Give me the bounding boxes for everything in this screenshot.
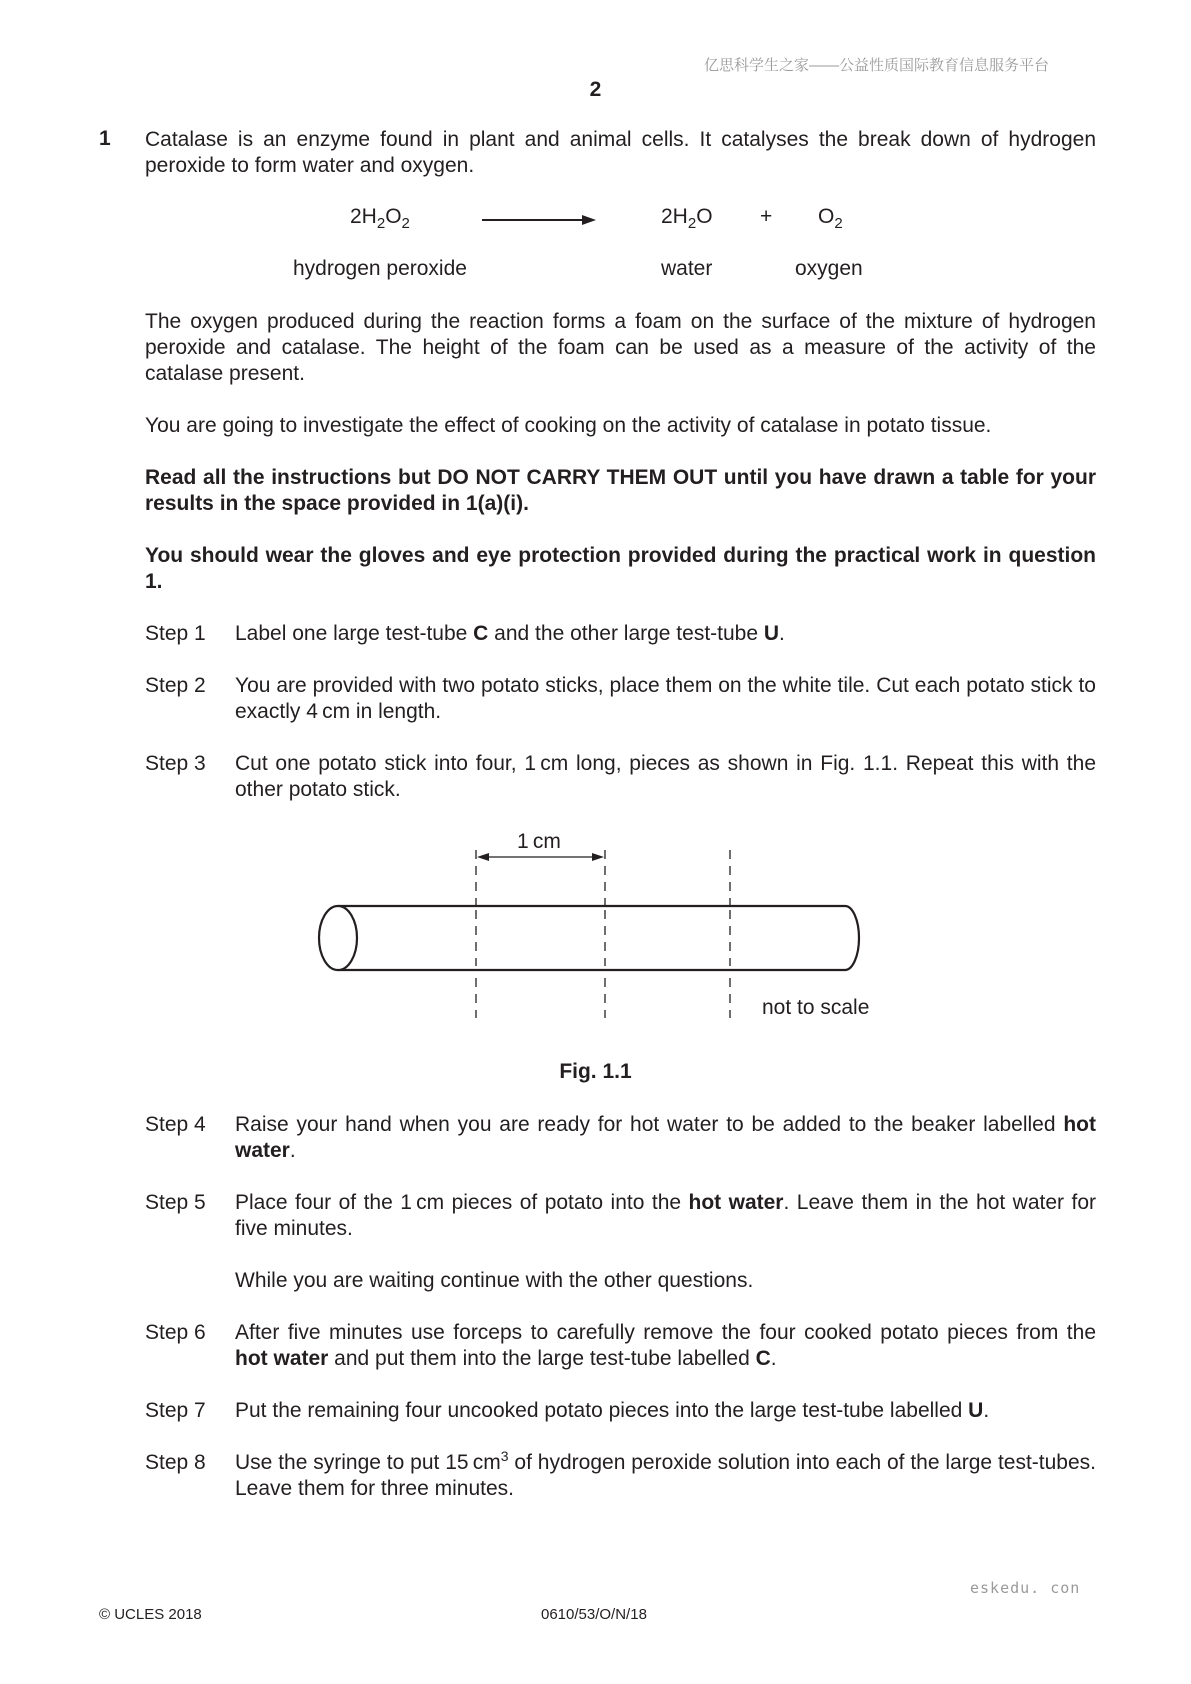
step-5-text: Place four of the 1 cm pieces of potato into the hot water. Leave them in the hot water for five minutes. xyxy=(235,1191,1096,1240)
potato-stick-end xyxy=(319,906,357,970)
scale-note: not to scale xyxy=(762,996,870,1019)
step-6-label: Step 6 xyxy=(145,1321,206,1344)
foam-paragraph: The oxygen produced during the reaction forms a foam on the surface of the mixture of hydrogen peroxide and catalase. The height of the foam can be used as a measure of the activity of the catalase present. xyxy=(145,310,1096,385)
step-5-waiting-note: While you are waiting continue with the other questions. xyxy=(235,1269,754,1292)
step-4-label: Step 4 xyxy=(145,1113,206,1136)
step-2-label: Step 2 xyxy=(145,674,206,697)
investigate-paragraph: You are going to investigate the effect of cooking on the activity of catalase in potato tissue. xyxy=(145,414,992,437)
step-1-text: Label one large test-tube C and the other large test-tube U. xyxy=(235,622,785,645)
step-7-label: Step 7 xyxy=(145,1399,206,1422)
footer-watermark: eskedu. con xyxy=(970,1579,1081,1597)
step-8-text: Use the syringe to put 15 $cm^3$ of hydrogen peroxide solution into each of the large test-tubes. Leave them for three minutes. xyxy=(235,1448,1096,1500)
question-intro: Catalase is an enzyme found in plant and animal cells. It catalyses the break down of hydrogen peroxide to form water and oxygen. xyxy=(145,128,1096,177)
step-1-label: Step 1 xyxy=(145,622,206,645)
footer-paper-code: 0610/53/O/N/18 xyxy=(541,1606,647,1623)
figure-caption: Fig. 1.1 xyxy=(559,1060,632,1083)
label-oxygen: oxygen xyxy=(795,257,863,280)
question-number: 1 xyxy=(99,127,111,150)
reaction-arrow xyxy=(480,208,596,232)
page-number: 2 xyxy=(589,78,602,101)
equation-plus: + xyxy=(760,205,773,228)
step-2-text: You are provided with two potato sticks, place them on the white tile. Cut each potato stick to exactly 4 cm in length. xyxy=(235,674,1096,723)
equation-reactant: $2H_2O_2$ xyxy=(350,205,410,232)
step-7-text: Put the remaining four uncooked potato pieces into the large test-tube labelled U. xyxy=(235,1399,990,1422)
step-5-label: Step 5 xyxy=(145,1191,206,1214)
equation-product-oxygen: $O_2$ xyxy=(818,205,843,232)
step-4-text: Raise your hand when you are ready for hot water to be added to the beaker labelled hot water. xyxy=(235,1113,1096,1162)
read-instructions: Read all the instructions but DO NOT CARRY THEM OUT until you have drawn a table for your results in the space provided in 1(a)(i). xyxy=(145,466,1096,515)
header-watermark: 亿思科学生之家——公益性质国际教育信息服务平台 xyxy=(703,57,1049,74)
step-3-text: Cut one potato stick into four, 1 cm long, pieces as shown in Fig. 1.1. Repeat this with the other potato stick. xyxy=(235,752,1096,801)
potato-stick-figure xyxy=(300,820,900,1020)
equation-product-water: $2H_2O$ xyxy=(661,205,713,232)
label-water: water xyxy=(661,257,713,280)
dimension-arrow xyxy=(477,853,604,861)
label-hydrogen-peroxide: hydrogen peroxide xyxy=(293,257,467,280)
step-8-label: Step 8 xyxy=(145,1451,206,1474)
potato-stick-outline xyxy=(338,906,859,970)
dimension-label: 1 cm xyxy=(517,830,561,853)
step-3-label: Step 3 xyxy=(145,752,206,775)
step-6-text: After five minutes use forceps to carefully remove the four cooked potato pieces from the hot water and put them into the large test-tube labelled C. xyxy=(235,1321,1096,1370)
footer-copyright: © UCLES 2018 xyxy=(99,1606,202,1623)
safety-instructions: You should wear the gloves and eye protection provided during the practical work in question 1. xyxy=(145,544,1096,593)
